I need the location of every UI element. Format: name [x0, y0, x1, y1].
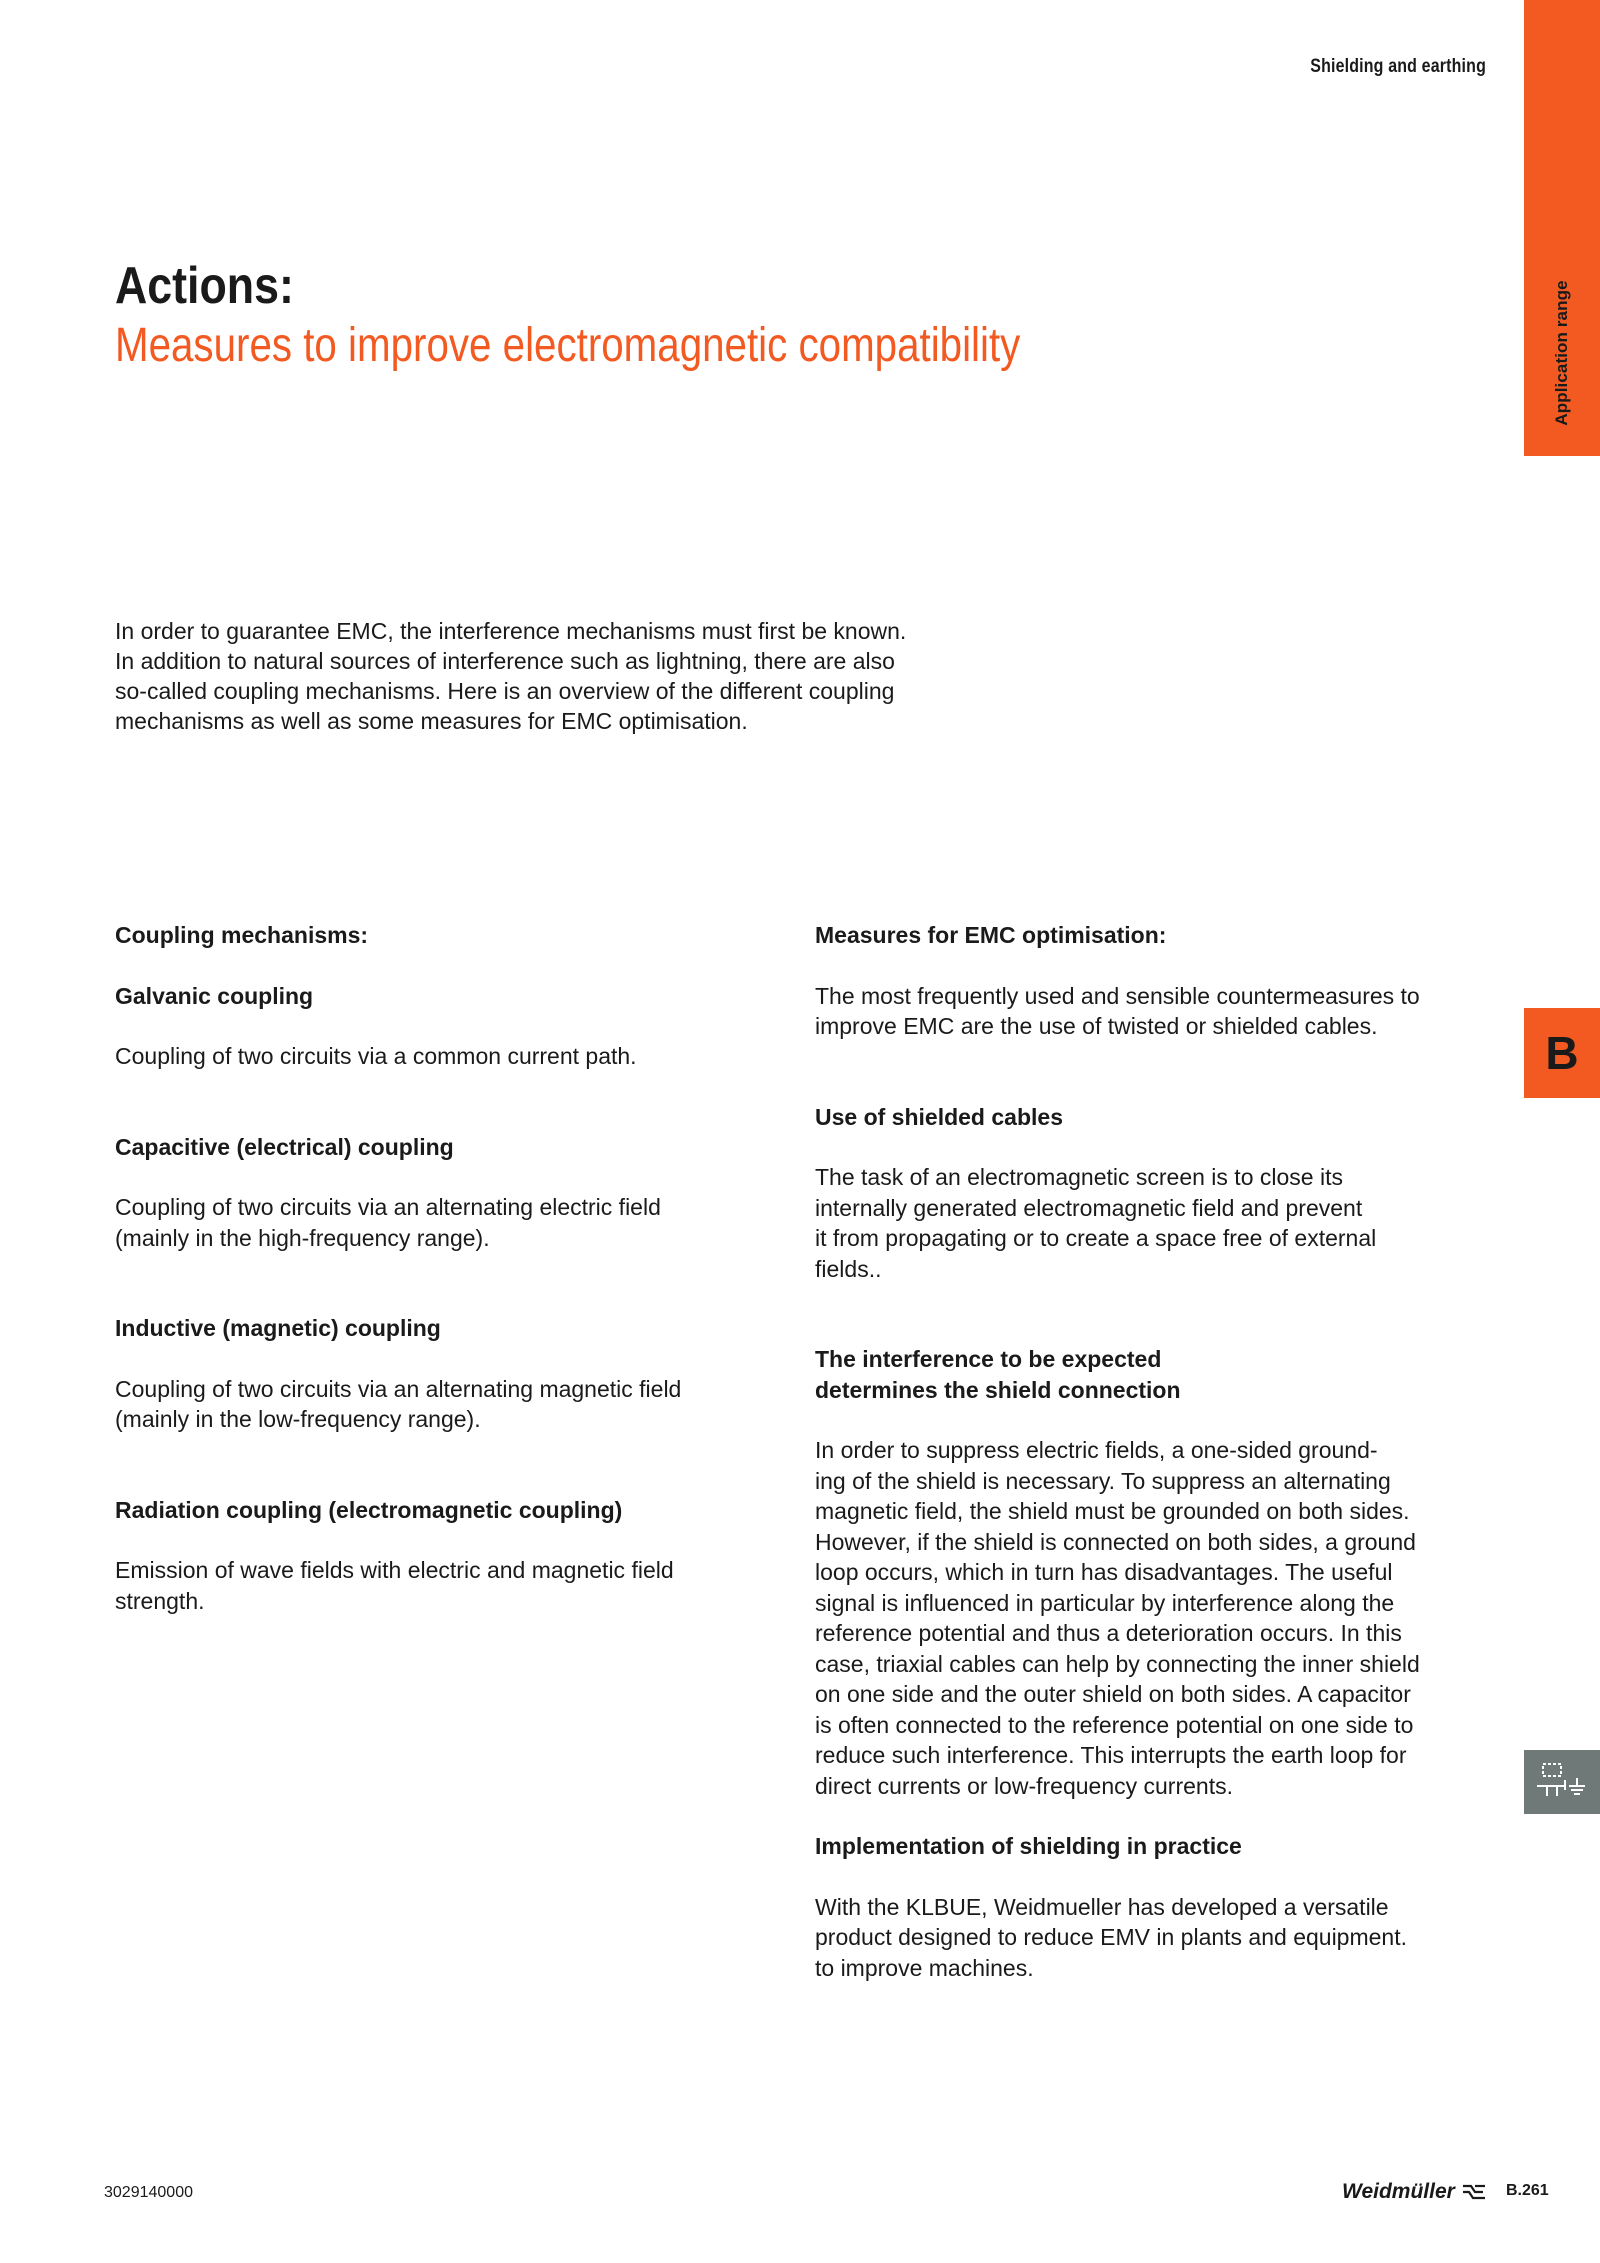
shielded-cables-heading: Use of shielded cables — [815, 1103, 1063, 1130]
interference-text: loop occurs, which in turn has disadvantages. The useful — [815, 1559, 1393, 1585]
shielded-cables-text: fields.. — [815, 1255, 882, 1282]
intro-line: In order to guarantee EMC, the interference mechanisms must first be known. — [115, 618, 907, 644]
interference-heading: The interference to be expected — [815, 1346, 1162, 1372]
intro-line: so-called coupling mechanisms. Here is an overview of the different coupling — [115, 678, 895, 704]
interference-text: reduce such interference. This interrupts the earth loop for — [815, 1742, 1407, 1768]
implementation-text: to improve machines. — [815, 1954, 1034, 1981]
interference-heading: determines the shield connection — [815, 1376, 1181, 1403]
inductive-text: (mainly in the low-frequency range). — [115, 1406, 481, 1432]
interference-text: However, if the shield is connected on both sides, a ground — [815, 1528, 1416, 1555]
radiation-text: strength. — [115, 1587, 205, 1614]
implementation-text: product designed to reduce EMV in plants and equipment. — [815, 1924, 1407, 1950]
application-range-label: Application range — [1552, 280, 1571, 426]
interference-text: is often connected to the reference potential on one side to — [815, 1711, 1414, 1738]
coupling-mechanisms-column — [115, 920, 775, 1616]
interference-text: signal is influenced in particular by interference along the — [815, 1589, 1395, 1616]
implementation-text: With the KLBUE, Weidmueller has developed a versatile — [815, 1893, 1389, 1920]
shielded-cables-text: internally generated electromagnetic field and prevent — [815, 1194, 1363, 1221]
interference-text: magnetic field, the shield must be grounded on both sides. — [815, 1498, 1410, 1524]
application-range-tab[interactable] — [1524, 0, 1600, 456]
shielded-cables-text: The task of an electromagnetic screen is to close its — [815, 1164, 1343, 1190]
page-title: Actions: — [115, 257, 294, 315]
interference-text: case, triaxial cables can help by connecting the inner shield — [815, 1650, 1420, 1677]
intro-line: mechanisms as well as some measures for EMC optimisation. — [115, 708, 748, 734]
galvanic-heading: Galvanic coupling — [115, 982, 314, 1009]
interference-text: In order to suppress electric fields, a one-sided ground- — [815, 1437, 1378, 1463]
brand-name: Weidmüller — [1342, 2180, 1455, 2203]
chapter-letter: B — [1545, 1027, 1579, 1079]
capacitive-text: (mainly in the high-frequency range). — [115, 1224, 490, 1251]
page-number: B.261 — [1506, 2182, 1549, 2199]
interference-text: ing of the shield is necessary. To suppress an alternating — [815, 1467, 1391, 1494]
inductive-heading: Inductive (magnetic) coupling — [115, 1315, 441, 1341]
intro-paragraph — [115, 616, 995, 736]
brand-mark-icon — [1461, 2182, 1487, 2202]
interference-text: reference potential and thus a deterioration occurs. In this — [815, 1620, 1402, 1646]
shielding-icon-tab[interactable] — [1524, 1750, 1600, 1814]
galvanic-text: Coupling of two circuits via a common current path. — [115, 1043, 637, 1069]
coupling-mechanisms-heading: Coupling mechanisms: — [115, 922, 369, 948]
shielded-cables-text: it from propagating or to create a space free of external — [815, 1225, 1377, 1251]
emc-measures-heading: Measures for EMC optimisation: — [815, 922, 1167, 948]
emc-measures-text: improve EMC are the use of twisted or shielded cables. — [815, 1013, 1378, 1039]
inductive-text: Coupling of two circuits via an alternating magnetic field — [115, 1375, 682, 1402]
capacitive-text: Coupling of two circuits via an alternating electric field — [115, 1194, 661, 1220]
intro-line: In addition to natural sources of interference such as lightning, there are also — [115, 648, 895, 674]
document-code: 3029140000 — [104, 2184, 193, 2201]
interference-text: on one side and the outer shield on both sides. A capacitor — [815, 1681, 1411, 1707]
brand-logo — [1342, 2180, 1487, 2204]
page-subtitle: Measures to improve electromagnetic compatibility — [115, 319, 1021, 372]
section-title: Shielding and earthing — [1310, 56, 1486, 77]
interference-text: direct currents or low-frequency currents. — [815, 1772, 1233, 1799]
radiation-text: Emission of wave fields with electric and magnetic field — [115, 1557, 674, 1583]
chapter-b-tab[interactable] — [1524, 1008, 1600, 1098]
emc-measures-text: The most frequently used and sensible countermeasures to — [815, 982, 1420, 1009]
implementation-heading: Implementation of shielding in practice — [815, 1833, 1242, 1859]
capacitive-heading: Capacitive (electrical) coupling — [115, 1133, 454, 1160]
shield-earth-icon — [1535, 1760, 1589, 1804]
radiation-heading: Radiation coupling (electromagnetic coupling) — [115, 1496, 623, 1523]
emc-measures-column — [815, 920, 1475, 1983]
